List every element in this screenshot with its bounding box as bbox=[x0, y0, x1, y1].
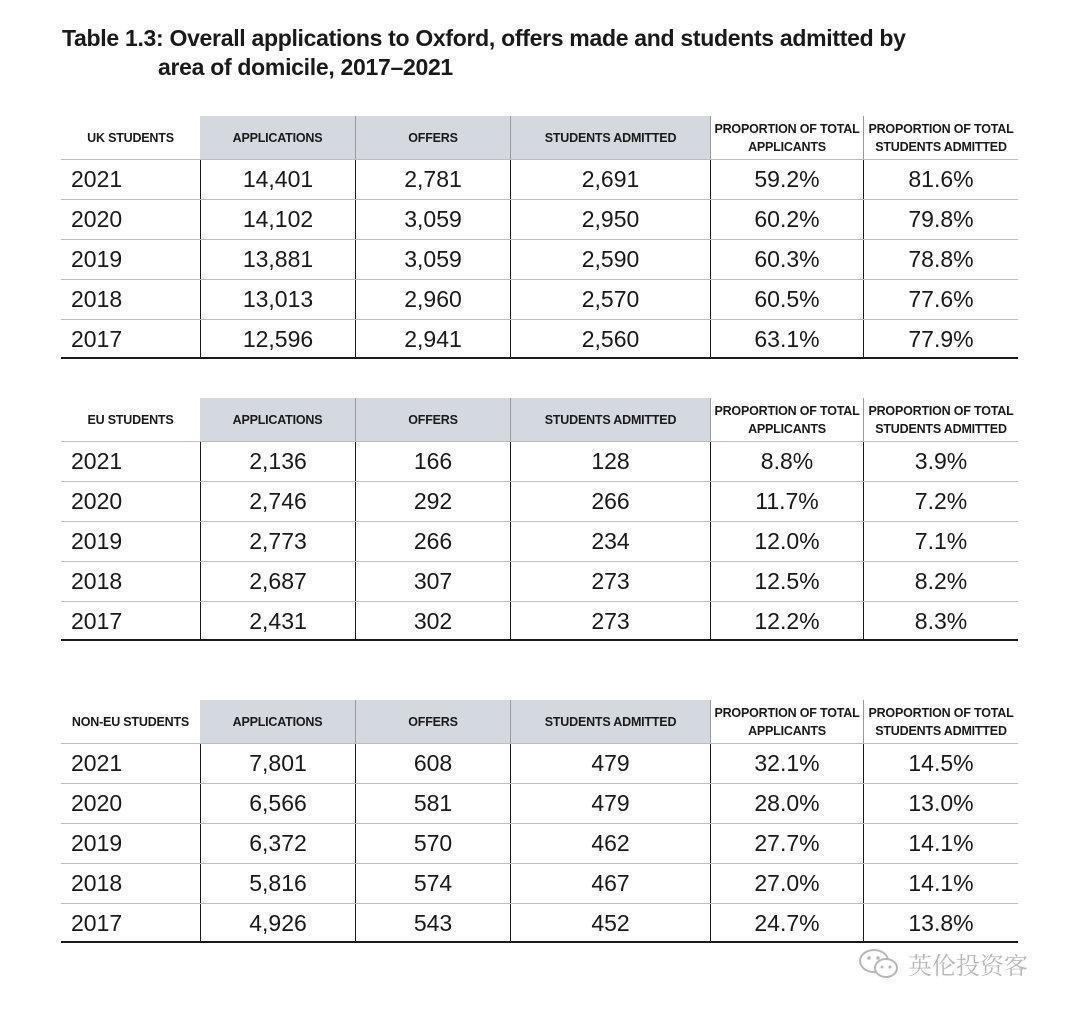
applications-cell: 6,566 bbox=[200, 784, 355, 823]
header-proportion-admitted: PROPORTION OF TOTAL STUDENTS ADMITTED bbox=[863, 116, 1018, 159]
year-cell: 2017 bbox=[71, 608, 123, 634]
proportion-applicants-cell: 60.2% bbox=[710, 200, 863, 239]
year-cell: 2021 bbox=[71, 448, 123, 474]
year-cell: 2019 bbox=[71, 830, 123, 856]
applications-cell: 14,102 bbox=[200, 200, 355, 239]
header-proportion-applicants: PROPORTION OF TOTAL APPLICANTS bbox=[710, 700, 863, 743]
applications-cell: 2,136 bbox=[200, 442, 355, 481]
title-line-1: Table 1.3: Overall applications to Oxford, offers made and students admitted by bbox=[62, 25, 906, 51]
table-row bbox=[61, 783, 1018, 823]
students-admitted-cell: 462 bbox=[510, 824, 710, 863]
offers-cell: 292 bbox=[355, 482, 510, 521]
students-admitted-cell: 2,560 bbox=[510, 320, 710, 359]
proportion-admitted-cell: 77.6% bbox=[863, 280, 1018, 319]
year-cell: 2019 bbox=[71, 528, 123, 554]
table-row bbox=[61, 743, 1018, 783]
table-row bbox=[61, 863, 1018, 903]
offers-cell: 166 bbox=[355, 442, 510, 481]
proportion-applicants-cell: 32.1% bbox=[710, 744, 863, 783]
applications-cell: 6,372 bbox=[200, 824, 355, 863]
wechat-icon bbox=[858, 947, 900, 981]
proportion-admitted-cell: 14.1% bbox=[863, 824, 1018, 863]
title-line-2: area of domicile, 2017–2021 bbox=[158, 54, 453, 80]
proportion-applicants-cell: 60.3% bbox=[710, 240, 863, 279]
students-admitted-cell: 2,691 bbox=[510, 160, 710, 199]
proportion-admitted-cell: 14.1% bbox=[863, 864, 1018, 903]
proportion-admitted-cell: 78.8% bbox=[863, 240, 1018, 279]
watermark-text: 英伦投资客 bbox=[908, 953, 1028, 980]
table-row bbox=[61, 159, 1018, 199]
non-eu-students-table bbox=[61, 700, 1018, 943]
offers-cell: 266 bbox=[355, 522, 510, 561]
offers-cell: 574 bbox=[355, 864, 510, 903]
students-admitted-cell: 467 bbox=[510, 864, 710, 903]
offers-cell: 543 bbox=[355, 904, 510, 943]
students-admitted-cell: 128 bbox=[510, 442, 710, 481]
year-cell: 2020 bbox=[71, 206, 123, 232]
offers-cell: 3,059 bbox=[355, 200, 510, 239]
header-students-admitted: STUDENTS ADMITTED bbox=[510, 116, 710, 159]
proportion-admitted-cell: 7.2% bbox=[863, 482, 1018, 521]
proportion-applicants-cell: 27.7% bbox=[710, 824, 863, 863]
proportion-applicants-cell: 60.5% bbox=[710, 280, 863, 319]
table-row bbox=[61, 903, 1018, 943]
proportion-admitted-cell: 7.1% bbox=[863, 522, 1018, 561]
proportion-admitted-cell: 13.8% bbox=[863, 904, 1018, 943]
year-cell: 2021 bbox=[71, 166, 123, 192]
header-proportion-applicants: PROPORTION OF TOTAL APPLICANTS bbox=[710, 398, 863, 441]
students-admitted-cell: 2,570 bbox=[510, 280, 710, 319]
year-cell: 2020 bbox=[71, 790, 123, 816]
offers-cell: 2,781 bbox=[355, 160, 510, 199]
table-row bbox=[61, 239, 1018, 279]
table-row bbox=[61, 823, 1018, 863]
students-admitted-cell: 273 bbox=[510, 562, 710, 601]
applications-cell: 2,687 bbox=[200, 562, 355, 601]
header-proportion-admitted: PROPORTION OF TOTAL STUDENTS ADMITTED bbox=[863, 700, 1018, 743]
proportion-applicants-cell: 24.7% bbox=[710, 904, 863, 943]
applications-cell: 13,881 bbox=[200, 240, 355, 279]
uk-students-table bbox=[61, 116, 1018, 359]
table-title bbox=[62, 24, 906, 82]
header-proportion-admitted: PROPORTION OF TOTAL STUDENTS ADMITTED bbox=[863, 398, 1018, 441]
proportion-applicants-cell: 11.7% bbox=[710, 482, 863, 521]
proportion-admitted-cell: 14.5% bbox=[863, 744, 1018, 783]
proportion-applicants-cell: 12.0% bbox=[710, 522, 863, 561]
proportion-applicants-cell: 12.5% bbox=[710, 562, 863, 601]
year-cell: 2017 bbox=[71, 910, 123, 936]
applications-cell: 13,013 bbox=[200, 280, 355, 319]
applications-cell: 7,801 bbox=[200, 744, 355, 783]
table-row bbox=[61, 441, 1018, 481]
students-admitted-cell: 234 bbox=[510, 522, 710, 561]
year-cell: 2018 bbox=[71, 286, 123, 312]
applications-cell: 14,401 bbox=[200, 160, 355, 199]
section-label: UK STUDENTS bbox=[87, 130, 174, 145]
offers-cell: 581 bbox=[355, 784, 510, 823]
header-students-admitted: STUDENTS ADMITTED bbox=[510, 700, 710, 743]
header-offers: OFFERS bbox=[355, 398, 510, 441]
proportion-admitted-cell: 81.6% bbox=[863, 160, 1018, 199]
offers-cell: 2,941 bbox=[355, 320, 510, 359]
header-offers: OFFERS bbox=[355, 700, 510, 743]
offers-cell: 570 bbox=[355, 824, 510, 863]
table-row bbox=[61, 279, 1018, 319]
applications-cell: 12,596 bbox=[200, 320, 355, 359]
table-row bbox=[61, 601, 1018, 641]
students-admitted-cell: 2,950 bbox=[510, 200, 710, 239]
students-admitted-cell: 2,590 bbox=[510, 240, 710, 279]
section-label: EU STUDENTS bbox=[87, 412, 174, 427]
table-header bbox=[61, 116, 1018, 159]
header-offers: OFFERS bbox=[355, 116, 510, 159]
offers-cell: 302 bbox=[355, 602, 510, 641]
proportion-admitted-cell: 8.2% bbox=[863, 562, 1018, 601]
table-row bbox=[61, 561, 1018, 601]
eu-students-table bbox=[61, 398, 1018, 641]
proportion-applicants-cell: 63.1% bbox=[710, 320, 863, 359]
watermark bbox=[858, 946, 1028, 981]
proportion-admitted-cell: 8.3% bbox=[863, 602, 1018, 641]
offers-cell: 3,059 bbox=[355, 240, 510, 279]
proportion-admitted-cell: 13.0% bbox=[863, 784, 1018, 823]
year-cell: 2021 bbox=[71, 750, 123, 776]
applications-cell: 2,431 bbox=[200, 602, 355, 641]
proportion-applicants-cell: 12.2% bbox=[710, 602, 863, 641]
section-label: NON-EU STUDENTS bbox=[71, 714, 190, 729]
proportion-applicants-cell: 59.2% bbox=[710, 160, 863, 199]
students-admitted-cell: 452 bbox=[510, 904, 710, 943]
applications-cell: 5,816 bbox=[200, 864, 355, 903]
header-students-admitted: STUDENTS ADMITTED bbox=[510, 398, 710, 441]
header-applications: APPLICATIONS bbox=[200, 116, 355, 159]
applications-cell: 4,926 bbox=[200, 904, 355, 943]
table-row bbox=[61, 199, 1018, 239]
proportion-admitted-cell: 77.9% bbox=[863, 320, 1018, 359]
proportion-admitted-cell: 3.9% bbox=[863, 442, 1018, 481]
proportion-applicants-cell: 8.8% bbox=[710, 442, 863, 481]
table-header bbox=[61, 700, 1018, 743]
table-row bbox=[61, 481, 1018, 521]
header-applications: APPLICATIONS bbox=[200, 398, 355, 441]
proportion-applicants-cell: 27.0% bbox=[710, 864, 863, 903]
offers-cell: 307 bbox=[355, 562, 510, 601]
year-cell: 2017 bbox=[71, 326, 123, 352]
applications-cell: 2,773 bbox=[200, 522, 355, 561]
proportion-applicants-cell: 28.0% bbox=[710, 784, 863, 823]
year-cell: 2020 bbox=[71, 488, 123, 514]
students-admitted-cell: 479 bbox=[510, 744, 710, 783]
year-cell: 2018 bbox=[71, 568, 123, 594]
students-admitted-cell: 266 bbox=[510, 482, 710, 521]
header-applications: APPLICATIONS bbox=[200, 700, 355, 743]
applications-cell: 2,746 bbox=[200, 482, 355, 521]
students-admitted-cell: 479 bbox=[510, 784, 710, 823]
year-cell: 2018 bbox=[71, 870, 123, 896]
table-row bbox=[61, 521, 1018, 561]
table-row bbox=[61, 319, 1018, 359]
offers-cell: 608 bbox=[355, 744, 510, 783]
header-proportion-applicants: PROPORTION OF TOTAL APPLICANTS bbox=[710, 116, 863, 159]
proportion-admitted-cell: 79.8% bbox=[863, 200, 1018, 239]
students-admitted-cell: 273 bbox=[510, 602, 710, 641]
year-cell: 2019 bbox=[71, 246, 123, 272]
table-header bbox=[61, 398, 1018, 441]
offers-cell: 2,960 bbox=[355, 280, 510, 319]
